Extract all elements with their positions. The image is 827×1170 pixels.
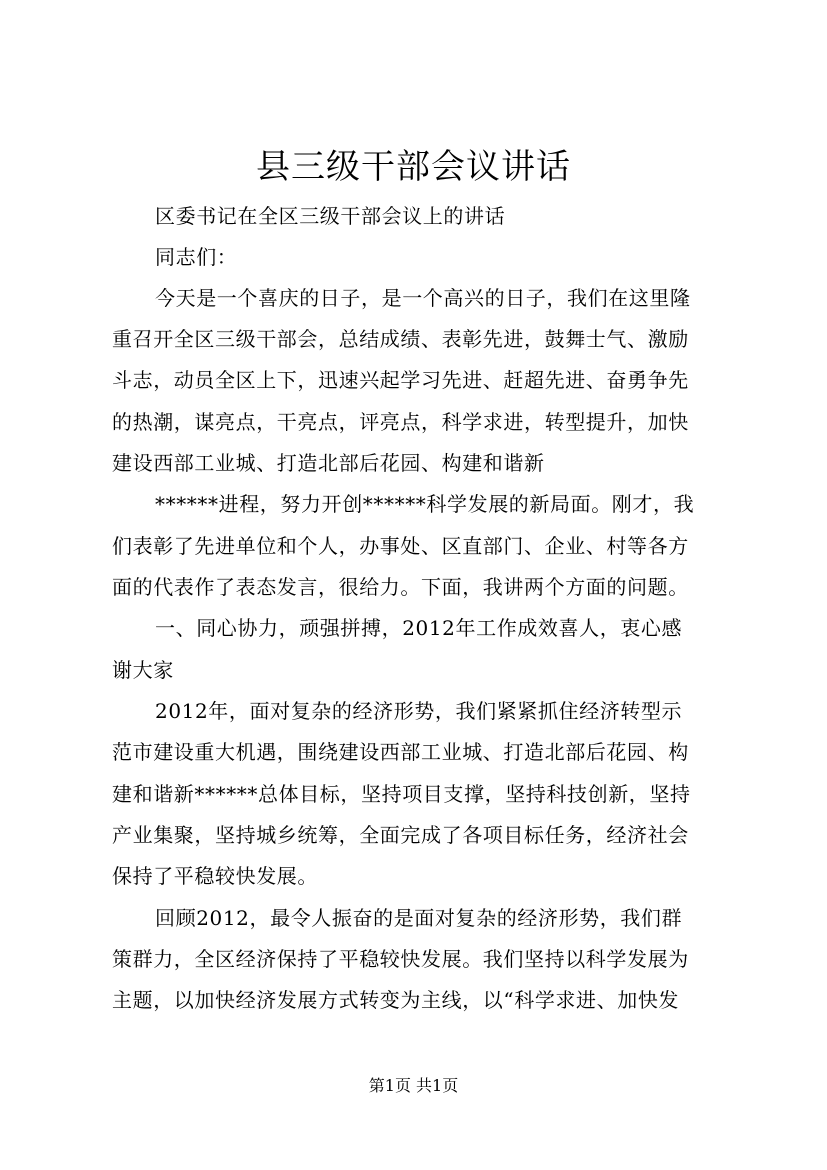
body-line: 今天是一个喜庆的日子，是一个高兴的日子，我们在这里隆	[155, 286, 691, 310]
subtitle-line: 区委书记在全区三级干部会议上的讲话	[155, 204, 506, 228]
body-line: 回顾2012，最令人振奋的是面对复杂的经济形势，我们群	[155, 906, 683, 930]
body-line: 建和谐新******总体目标，坚持项目支撑，坚持科技创新，坚持	[112, 782, 691, 806]
body-line: 重召开全区三级干部会，总结成绩、表彰先进，鼓舞士气、激励	[112, 327, 689, 351]
salutation-line: 同志们：	[155, 245, 238, 269]
body-line: 保持了平稳较快发展。	[112, 864, 318, 888]
body-line: 策群力，全区经济保持了平稳较快发展。我们坚持以科学发展为	[112, 947, 689, 971]
section-heading-line: 谢大家	[112, 658, 174, 682]
body-line: 面的代表作了表态发言，很给力。下面，我讲两个方面的问题。	[112, 575, 689, 599]
body-line: 范市建设重大机遇，围绕建设西部工业城、打造北部后花园、构	[112, 740, 689, 764]
body-line: 建设西部工业城、打造北部后花园、构建和谐新	[112, 451, 545, 475]
page-number-footer: 第1页 共1页	[368, 1076, 459, 1095]
document-title: 县三级干部会议讲话	[256, 147, 571, 187]
body-line: ******进程，努力开创******科学发展的新局面。刚才，我	[155, 492, 695, 516]
body-line: 斗志，动员全区上下，迅速兴起学习先进、赶超先进、奋勇争先	[112, 368, 689, 392]
body-line: 的热潮，谋亮点，干亮点，评亮点，科学求进，转型提升，加快	[112, 410, 689, 434]
section-heading-line: 一、同心协力，顽强拼搏，2012年工作成效喜人，衷心感	[155, 616, 683, 640]
body-line: 2012年，面对复杂的经济形势，我们紧紧抓住经济转型示	[155, 699, 683, 723]
body-line: 产业集聚，坚持城乡统筹，全面完成了各项目标任务，经济社会	[112, 823, 689, 847]
body-line: 主题，以加快经济发展方式转变为主线，以“科学求进、加快发	[112, 988, 680, 1012]
body-line: 们表彰了先进单位和个人，办事处、区直部门、企业、村等各方	[112, 534, 689, 558]
